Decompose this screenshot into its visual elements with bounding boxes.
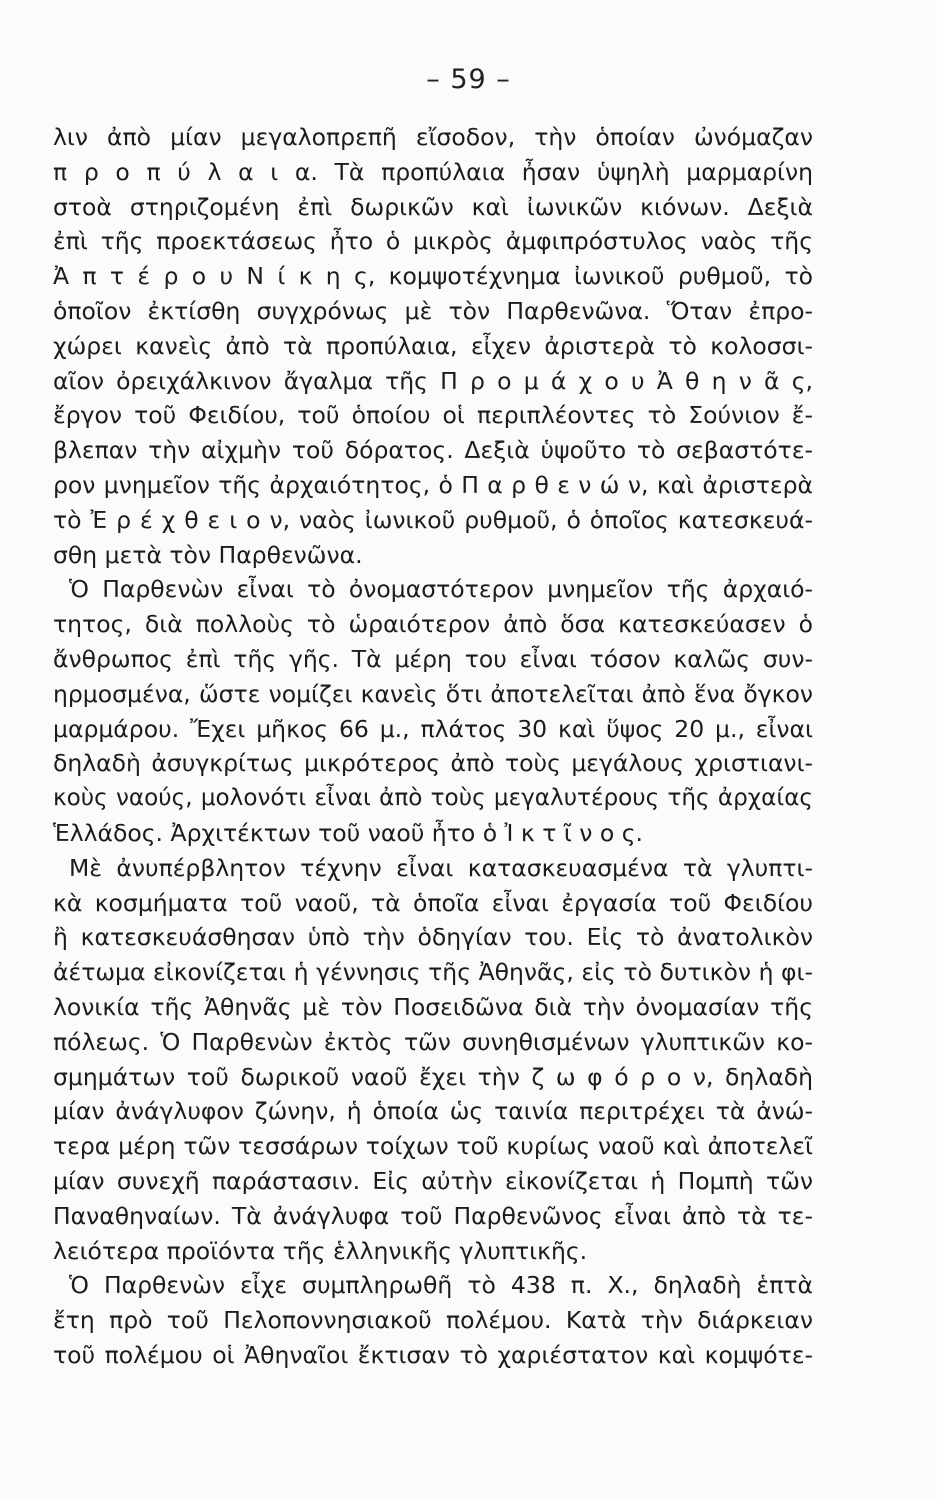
text-line: ἄνθρωπος ἐπὶ τῆς γῆς. Τὰ μέρη του εἶναι τόσον καλῶς συν- <box>53 644 813 673</box>
text-line: κοὺς ναούς, μολονότι εἶναι ἀπὸ τοὺς μεγαλυτέρους τῆς ἀρχαίας <box>53 785 813 812</box>
text-line: αῖον ὀρειχάλκινον ἄγαλμα τῆς Π ρ ο μ ά χ ο υ Ἀ θ η ν ᾶ ς, <box>53 366 813 395</box>
text-line: μίαν ἀνάγλυφον ζώνην, ἡ ὁποία ὡς ταινία περιτρέχει τὰ ἀνώ- <box>53 1097 813 1126</box>
text-line: χώρει κανεὶς ἀπὸ τὰ προπύλαια, εἶχεν ἀριστερὰ τὸ κολοσσι- <box>53 331 813 360</box>
text-line: βλεπαν τὴν αἰχμὴν τοῦ δόρατος. Δεξιὰ ὑψοῦτο τὸ σεβαστότε- <box>53 436 813 465</box>
text-line: Ὁ Παρθενὼν εἶναι τὸ ὀνομαστότερον μνημεῖον τῆς ἀρχαιό- <box>69 575 813 604</box>
text-line: ηρμοσμένα, ὥστε νομίζει κανεὶς ὅτι ἀποτελεῖται ἀπὸ ἕνα ὄγκον <box>53 679 813 708</box>
text-line: ρον μνημεῖον τῆς ἀρχαιότητος, ὁ Π α ρ θ ε ν ώ ν, καὶ ἀριστερὰ <box>53 470 813 499</box>
text-line: κὰ κοσμήματα τοῦ ναοῦ, τὰ ὁποῖα εἶναι ἐργασία τοῦ Φειδίου <box>53 888 813 917</box>
text-line: πόλεως. Ὁ Παρθενὼν ἐκτὸς τῶν συνηθισμένων γλυπτικῶν κο- <box>53 1027 813 1056</box>
page-number: – 59 – <box>426 64 511 95</box>
text-line: λονικία τῆς Ἀθηνᾶς μὲ τὸν Ποσειδῶνα διὰ τὴν ὀνομασίαν τῆς <box>53 992 813 1021</box>
text-line: λειότερα προϊόντα τῆς ἑλληνικῆς γλυπτικῆς. <box>53 1236 588 1265</box>
text-line: ὁποῖον ἐκτίσθη συγχρόνως μὲ τὸν Παρθενῶνα. Ὅταν ἐπρο- <box>53 296 813 325</box>
text-line: τὸ Ἐ ρ έ χ θ ε ι ο ν, ναὸς ἰωνικοῦ ρυθμοῦ, ὁ ὁποῖος κατεσκευά- <box>53 505 813 534</box>
text-line: ἔτη πρὸ τοῦ Πελοποννησιακοῦ πολέμου. Κατὰ τὴν διάρκειαν <box>53 1306 813 1335</box>
text-line: σμημάτων τοῦ δωρικοῦ ναοῦ ἔχει τὴν ζ ω φ ό ρ ο ν, δηλαδὴ <box>53 1062 813 1091</box>
text-line: Μὲ ἀνυπέρβλητον τέχνην εἶναι κατασκευασμένα τὰ γλυπτι- <box>69 853 813 882</box>
text-line: ἢ κατεσκευάσθησαν ὑπὸ τὴν ὁδηγίαν του. Εἰς τὸ ἀνατολικὸν <box>53 923 813 952</box>
body-text <box>53 120 813 1373</box>
text-line: δηλαδὴ ἀσυγκρίτως μικρότερος ἀπὸ τοὺς μεγάλους χριστιανι- <box>53 749 813 778</box>
text-line: τερα μέρη τῶν τεσσάρων τοίχων τοῦ κυρίως ναοῦ καὶ ἀποτελεῖ <box>53 1132 813 1161</box>
text-line: ἔργον τοῦ Φειδίου, τοῦ ὁποίου οἱ περιπλέοντες τὸ Σούνιον ἔ- <box>53 401 813 430</box>
text-line: ἐπὶ τῆς προεκτάσεως ἦτο ὁ μικρὸς ἀμφιπρόστυλος ναὸς τῆς <box>53 227 813 256</box>
text-line: τοῦ πολέμου οἱ Ἀθηναῖοι ἔκτισαν τὸ χαριέστατον καὶ κομψότε- <box>53 1340 813 1369</box>
text-line: μαρμάρου. Ἔχει μῆκος 66 μ., πλάτος 30 καὶ ὕψος 20 μ., εἶναι <box>53 714 813 743</box>
text-line: λιν ἀπὸ μίαν μεγαλοπρεπῆ εἴσοδον, τὴν ὁποίαν ὠνόμαζαν <box>53 123 813 151</box>
text-line: στοὰ στηριζομένη ἐπὶ δωρικῶν καὶ ἰωνικῶν κιόνων. Δεξιὰ <box>53 192 813 221</box>
text-line: Ἀ π τ έ ρ ο υ Ν ί κ η ς, κομψοτέχνημα ἰωνικοῦ ρυθμοῦ, τὸ <box>53 262 813 291</box>
text-line: τητος, διὰ πολλοὺς τὸ ὡραιότερον ἀπὸ ὅσα κατεσκεύασεν ὁ <box>53 610 813 639</box>
text-line: σθη μετὰ τὸν Παρθενῶνα. <box>53 540 363 569</box>
text-line: π ρ ο π ύ λ α ι α. Τὰ προπύλαια ἦσαν ὑψηλὴ μαρμαρίνη <box>53 157 813 186</box>
text-line: Ὁ Παρθενὼν εἶχε συμπληρωθῆ τὸ 438 π. Χ., δηλαδὴ ἑπτὰ <box>69 1271 813 1300</box>
text-line: μίαν συνεχῆ παράστασιν. Εἰς αὐτὴν εἰκονίζεται ἡ Πομπὴ τῶν <box>53 1166 813 1195</box>
text-line: ἀέτωμα εἰκονίζεται ἡ γέννησις τῆς Ἀθηνᾶς, εἰς τὸ δυτικὸν ἡ φι- <box>53 958 813 987</box>
text-line: Παναθηναίων. Τὰ ἀνάγλυφα τοῦ Παρθενῶνος εἶναι ἀπὸ τὰ τε- <box>53 1201 813 1230</box>
text-line: Ἑλλάδος. Ἀρχιτέκτων τοῦ ναοῦ ἦτο ὁ Ἰ κ τ ῖ ν ο ς. <box>53 818 644 847</box>
